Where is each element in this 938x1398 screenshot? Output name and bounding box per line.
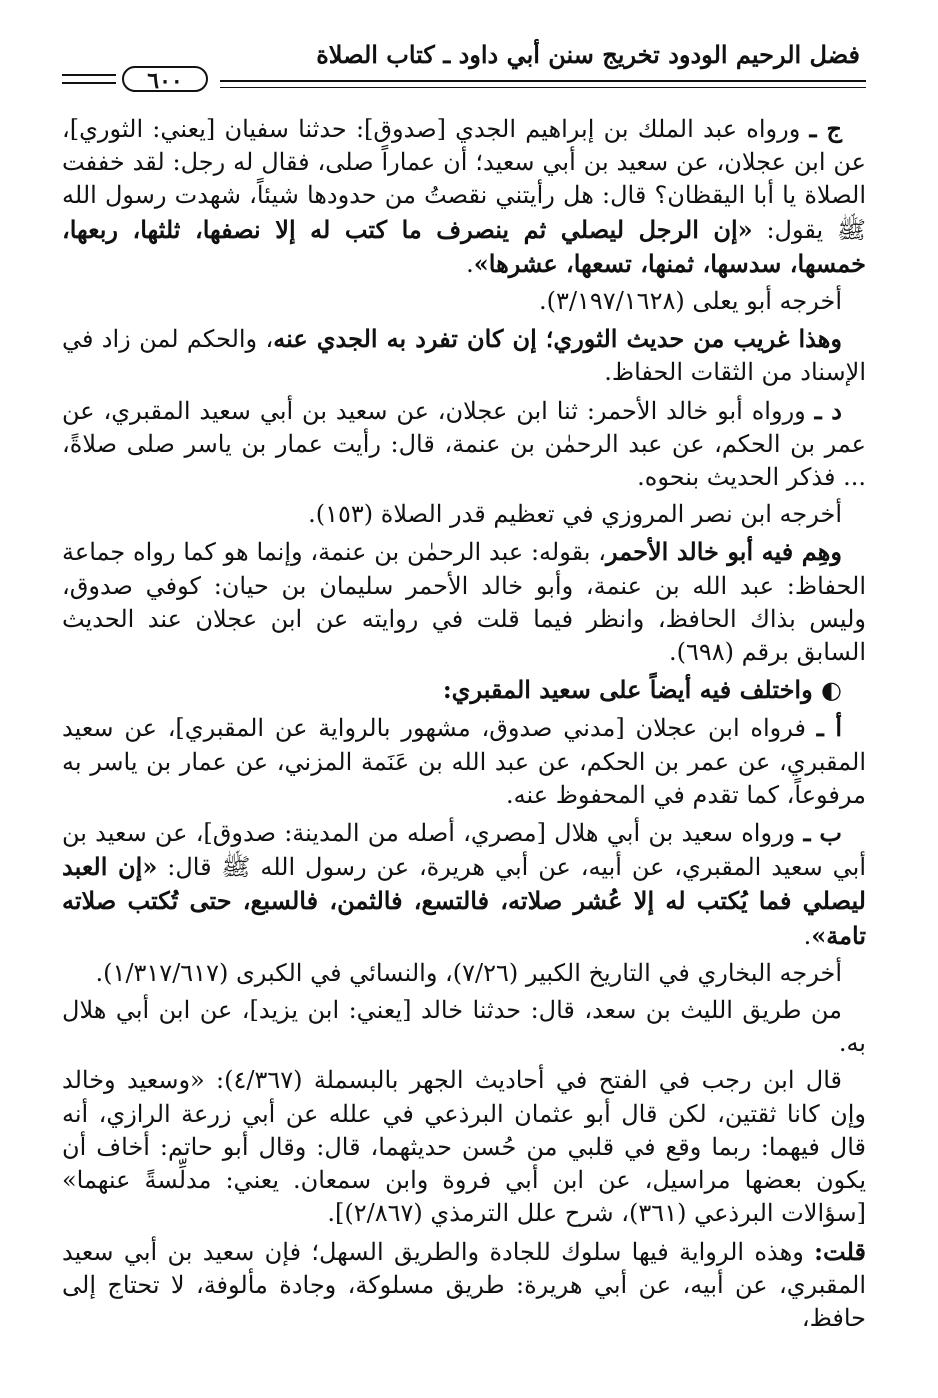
page-header [62, 38, 866, 94]
paragraph-ruling [62, 322, 866, 389]
paragraph-text: أخرجه البخاري في التاريخ الكبير (٧/٢٦)، والنسائي في الكبرى (١/٣١٧/٦١٧). [95, 958, 842, 987]
paragraph-marker: أ ـ [816, 713, 842, 743]
page-number-rule [62, 74, 116, 84]
header-double-rule [220, 80, 866, 88]
paragraph-text: فرواه ابن عجلان [مدني صدوق، مشهور بالرواية عن المقبري]، عن سعيد المقبري، عن عمر بن الحكم، عن عبد الله بن عَنَمة المزني، عن عمار بن ياسر به مرفوعاً، كما تقدم في المحفوظ عنه. [62, 714, 866, 809]
book-page [62, 38, 866, 1339]
bold-statement: وهذا غريب من حديث الثوري؛ إن كان تفرد به الجدي عنه [273, 324, 842, 354]
paragraph-text: ورواه سعيد بن أبي هلال [مصري، أصله من المدينة: صدوق]، عن سعيد بن أبي سعيد المقبري، عن أبيه، عن أبي هريرة، عن رسول الله ﷺ قال: [62, 819, 866, 882]
section-heading-text: ◐ واختلف فيه أيضاً على سعيد المقبري: [442, 675, 842, 705]
hadith-quote: «إن الرجل ليصلي ثم ينصرف ما كتب له إلا نصفها، ثلثها، ربعها، خمسها، سدسها، ثمنها، تسعها، عشرها» [62, 214, 866, 278]
paragraph-alif [62, 711, 866, 812]
running-title: فضل الرحيم الودود تخريج سنن أبي داود ـ كتاب الصلاة [316, 40, 860, 69]
paragraph-takhrij [62, 285, 866, 318]
paragraph-ba [62, 816, 866, 953]
paragraph-ibn-rajab [62, 1064, 866, 1230]
page-body [62, 112, 866, 1335]
hadith-quote: «إن العبد ليصلي فما يُكتب له إلا عُشر صلاته، فالتسع، فالثمن، فالسبع، حتى تُكتب صلاته تامة» [62, 852, 866, 950]
bold-statement: قلت: [814, 1236, 866, 1266]
paragraph-text: ورواه أبو خالد الأحمر: ثنا ابن عجلان، عن سعيد بن أبي سعيد المقبري، عن عمر بن الحكم، عن عبد الرحمٰن بن عنمة، قال: رأيت عمار بن ياسر صلى صلاةً، ... فذكر الحديث بنحوه. [62, 396, 866, 492]
paragraph-marker: ج ـ [809, 114, 842, 143]
paragraph-takhrij [62, 957, 866, 990]
paragraph-jim [62, 112, 866, 281]
page-number: ٦٠٠ [122, 66, 208, 92]
paragraph-marker: ب ـ [803, 818, 842, 848]
page-number-ornament [62, 64, 212, 94]
paragraph-tail: . [803, 921, 812, 950]
paragraph-dal [62, 394, 866, 495]
paragraph-takhrij [62, 498, 866, 531]
paragraph-qultu [62, 1235, 866, 1336]
paragraph-text: قال ابن رجب في الفتح في أحاديث الجهر بالبسملة (٤/٣٦٧): «وسعيد وخالد وإن كانا ثقتين، لكن قال أبو عثمان البرذعي في علله عن أبي زرعة الرازي، أنه قال فيهما: ربما وقع في قلبي من حُسن حديثهما، قال: وقال أبو حاتم: أخاف أن يكون بعضها مراسيل، عن ابن أبي فروة وابن سمعان. يعني: مدلِّسةً عنهما» [سؤالات البرذعي (٣٦١)، شرح علل الترمذي (٢/٨٦٧)]. [62, 1066, 866, 1228]
paragraph-text: ، والحكم لمن زاد في الإسناد من الثقات الحفاظ. [62, 325, 866, 387]
paragraph-text: ورواه عبد الملك بن إبراهيم الجدي [صدوق]: حدثنا سفيان [يعني: الثوري]، عن ابن عجلان، عن سعيد بن أبي سعيد؛ أن عماراً صلى، فقال له رجل: لقد خففت الصلاة يا أبا اليقظان؟ قال: هل رأيتني نقصتُ من حدودها شيئاً، شهدت رسول الله ﷺ يقول: [62, 115, 866, 244]
paragraph-text: وهذه الرواية فيها سلوك للجادة والطريق السهل؛ فإن سعيد بن أبي سعيد المقبري، عن أبيه، عن أبي هريرة: طريق مسلوكة، وجادة مألوفة، لا تحتاج إلى حافظ، [62, 1237, 866, 1332]
paragraph-tail: . [466, 249, 474, 278]
bold-statement: وهِم فيه أبو خالد الأحمر [605, 537, 842, 567]
paragraph-text: من طريق الليث بن سعد، قال: حدثنا خالد [يعني: ابن يزيد]، عن ابن أبي هلال به. [62, 996, 866, 1058]
paragraph-text: أخرجه أبو يعلى (٣/١٩٧/١٦٢٨). [539, 287, 842, 316]
paragraph-wahm [62, 535, 866, 669]
paragraph-text: ، بقوله: عبد الرحمٰن بن عنمة، وإنما هو كما رواه جماعة الحفاظ: عبد الله بن عنمة، وأبو خالد الأحمر سليمان بن حيان: كوفي صدوق، وليس بذاك الحافظ، وانظر فيما قلت في روايته عن ابن عجلان عند الحديث السابق برقم (٦٩٨). [62, 538, 866, 667]
section-heading [62, 673, 866, 707]
paragraph-marker: د ـ [814, 395, 842, 425]
paragraph-text: أخرجه ابن نصر المروزي في تعظيم قدر الصلاة (١٥٣). [308, 500, 842, 529]
paragraph-isnad [62, 994, 866, 1060]
